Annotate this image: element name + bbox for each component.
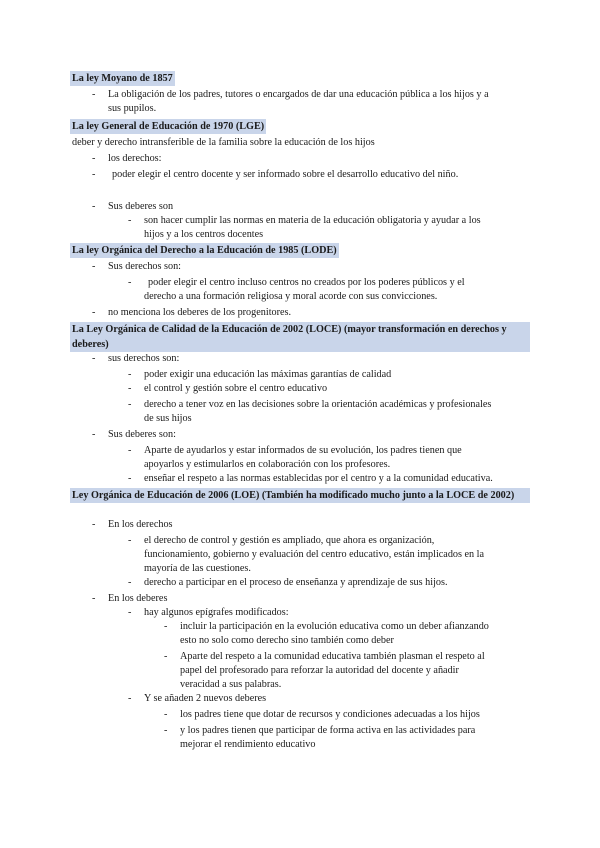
bullet-dash: - xyxy=(92,353,96,364)
bullet-dash: - xyxy=(164,651,168,662)
list-item: En los deberes xyxy=(108,593,168,604)
bullet-dash: - xyxy=(92,153,96,164)
heading-ley-moyano: La ley Moyano de 1857 xyxy=(72,73,173,84)
list-item-cont: esto no solo como derecho sino también como deber xyxy=(180,635,394,646)
bullet-dash: - xyxy=(92,169,96,180)
paragraph-line: deber y derecho intransferible de la familia sobre la educación de los hijos xyxy=(72,137,375,148)
paragraph-line: La obligación de los padres, tutores o encargados de dar una educación pública a los hijos y a xyxy=(108,89,489,100)
list-item: poder elegir el centro incluso centros no creados por los poderes públicos y el xyxy=(148,277,465,288)
list-item-cont: funcionamiento, gobierno y evaluación del centro educativo, están implicados en la xyxy=(144,549,485,560)
list-item: hay algunos epígrafes modificados: xyxy=(144,607,289,618)
bullet-dash: - xyxy=(128,277,132,288)
heading-lge: La ley General de Educación de 1970 (LGE) xyxy=(72,121,265,132)
list-item: derecho a tener voz en las decisiones sobre la orientación académicas y profesionales xyxy=(144,399,492,410)
bullet-dash: - xyxy=(128,445,132,456)
list-item-cont: mayoría de las cuestiones. xyxy=(144,563,251,574)
bullet-dash: - xyxy=(92,593,96,604)
list-item: enseñar el respeto a las normas establecidas por el centro y a la comunidad educativa. xyxy=(144,473,493,484)
bullet-dash: - xyxy=(128,215,132,226)
list-item: incluir la participación en la evolución educativa como un deber afianzando xyxy=(180,621,489,632)
bullet-dash: - xyxy=(92,201,96,212)
list-item: Aparte del respeto a la comunidad educativa también plasman el respeto al xyxy=(180,651,485,662)
list-item-cont: papel del profesorado para reforzar la autoridad del docente y añadir xyxy=(180,665,459,676)
list-item-cont: mejorar el rendimiento educativo xyxy=(180,739,316,750)
heading-loce: La Ley Orgánica de Calidad de la Educación de 2002 (LOCE) (mayor transformación en derechos y deberes) xyxy=(70,322,530,352)
list-item: sus derechos son: xyxy=(108,353,180,364)
list-item-cont: de sus hijos xyxy=(144,413,192,424)
heading-lode: La ley Orgánica del Derecho a la Educación de 1985 (LODE) xyxy=(72,245,337,256)
bullet-dash: - xyxy=(92,261,96,272)
list-item: los padres tiene que dotar de recursos y condiciones adecuadas a los hijos xyxy=(180,709,480,720)
list-item: poder exigir una educación las máximas garantías de calidad xyxy=(144,369,392,380)
bullet-dash: - xyxy=(92,307,96,318)
list-item: Sus derechos son: xyxy=(108,261,182,272)
bullet-dash: - xyxy=(128,607,132,618)
list-item: y los padres tienen que participar de forma activa en las actividades para xyxy=(180,725,476,736)
bullet-dash: - xyxy=(92,519,96,530)
heading-loe: Ley Orgánica de Educación de 2006 (LOE) (También ha modificado mucho junto a la LOCE de 2002) xyxy=(70,488,530,503)
list-item: derecho a participar en el proceso de enseñanza y aprendizaje de sus hijos. xyxy=(144,577,448,588)
list-item: no menciona los deberes de los progenitores. xyxy=(108,307,292,318)
list-item-cont: apoyarlos y estimularlos en colaboración con los profesores. xyxy=(144,459,391,470)
paragraph-line: sus pupilos. xyxy=(108,103,157,114)
bullet-dash: - xyxy=(164,621,168,632)
bullet-dash: - xyxy=(164,725,168,736)
list-item: el derecho de control y gestión es ampliado, que ahora es organización, xyxy=(144,535,435,546)
list-item-cont: derecho a una formación religiosa y moral acorde con sus convicciones. xyxy=(144,291,438,302)
list-item-cont: hijos y a los centros docentes xyxy=(144,229,264,240)
list-item: son hacer cumplir las normas en materia de la educación obligatoria y ayudar a los xyxy=(144,215,481,226)
list-item: En los derechos xyxy=(108,519,173,530)
list-item: Sus deberes son xyxy=(108,201,174,212)
list-item: Sus deberes son: xyxy=(108,429,176,440)
list-item: Y se añaden 2 nuevos deberes xyxy=(144,693,267,704)
list-item: Aparte de ayudarlos y estar informados de su evolución, los padres tienen que xyxy=(144,445,462,456)
bullet-dash: - xyxy=(128,535,132,546)
bullet-dash: - xyxy=(128,369,132,380)
list-item-cont: veracidad a sus palabras. xyxy=(180,679,282,690)
bullet-dash: - xyxy=(164,709,168,720)
bullet-dash: - xyxy=(92,89,96,100)
bullet-dash: - xyxy=(128,473,132,484)
bullet-dash: - xyxy=(128,383,132,394)
list-item: el control y gestión sobre el centro educativo xyxy=(144,383,328,394)
list-item: los derechos: xyxy=(108,153,162,164)
bullet-dash: - xyxy=(128,399,132,410)
bullet-dash: - xyxy=(128,577,132,588)
bullet-dash: - xyxy=(128,693,132,704)
bullet-dash: - xyxy=(92,429,96,440)
list-item: poder elegir el centro docente y ser informado sobre el desarrollo educativo del niño. xyxy=(112,169,459,180)
